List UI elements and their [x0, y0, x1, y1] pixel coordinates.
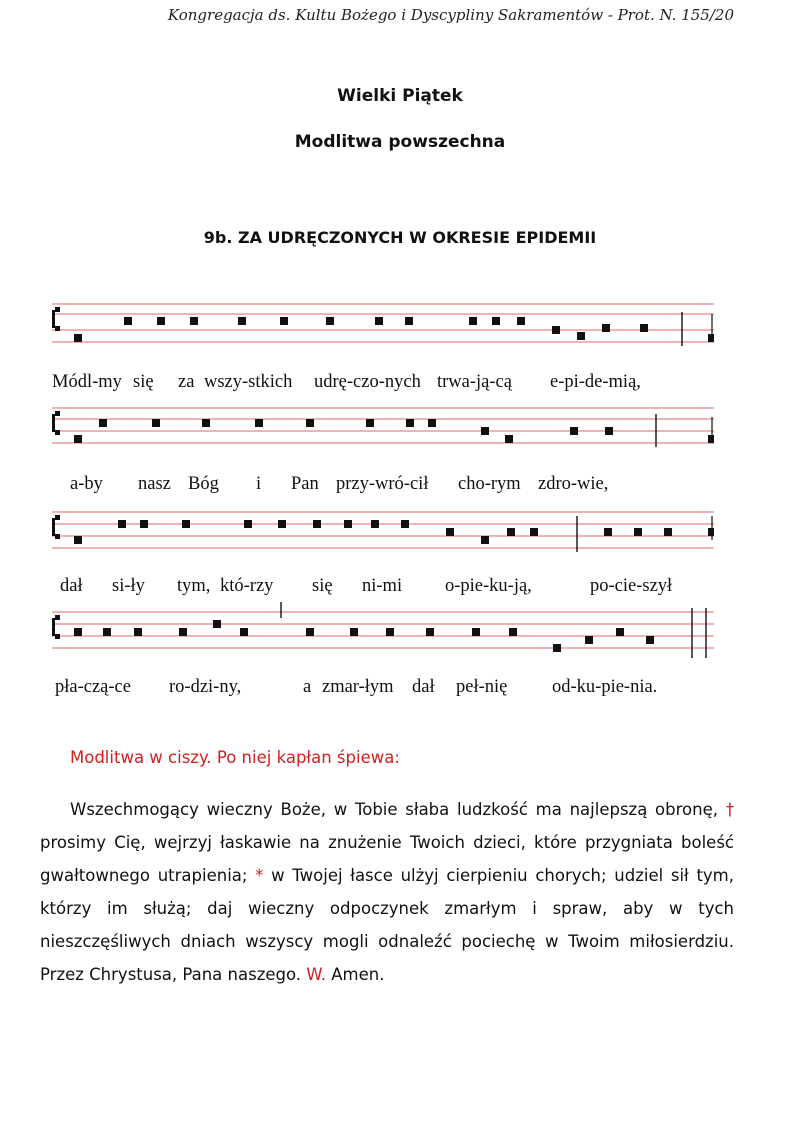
- syllable: i: [256, 474, 262, 494]
- syllable: tym,: [177, 576, 211, 596]
- section-heading: 9b. ZA UDRĘCZONYCH W OKRESIE EPIDEMII: [203, 228, 597, 247]
- chant-lyrics-1: [52, 372, 641, 392]
- syllable: udrę-czo-nych: [314, 372, 421, 392]
- syllable: ni-mi: [362, 576, 403, 596]
- do-clef-icon: [52, 615, 60, 639]
- chant-lyrics-3: [60, 576, 673, 596]
- syllable: Bóg: [188, 474, 219, 494]
- syllable: cho-rym: [458, 474, 521, 494]
- asterisk-mark: *: [255, 866, 264, 885]
- prayer-part-3: w Twojej łasce ulżyj cierpieniu chorych; udziel sił tym, którzy im służą; daj wieczny odpoczynek zmarłym i spraw, aby w tych nieszczęśliwych dniach wszyscy mogli odnaleźć pociechę w Twoim miłosierdziu. Przez Chrystusa, Pana naszego.: [40, 866, 734, 984]
- chant-staff-1: [52, 304, 714, 346]
- syllable: za: [178, 372, 195, 392]
- prayer-text: [40, 793, 734, 991]
- response-text: Amen.: [331, 965, 385, 984]
- syllable: si-ły: [112, 576, 145, 596]
- syllable: dał: [412, 677, 435, 697]
- do-clef-icon: [52, 515, 60, 539]
- page-title: Wielki Piątek: [337, 86, 463, 106]
- response-marker: W.: [306, 965, 326, 984]
- do-clef-icon: [52, 307, 60, 331]
- syllable: któ-rzy: [220, 576, 274, 596]
- syllable: od-ku-pie-nia.: [552, 677, 658, 697]
- syllable: zmar-łym: [322, 677, 394, 697]
- chant-staff-2: [52, 408, 714, 447]
- syllable: a-by: [70, 474, 103, 494]
- syllable: Módl-my: [52, 372, 122, 392]
- prayer-part-1: Wszechmogący wieczny Boże, w Tobie słaba ludzkość ma najlepszą obronę,: [70, 800, 718, 819]
- do-clef-icon: [52, 411, 60, 435]
- chant-staff-4: [52, 602, 714, 658]
- syllable: ro-dzi-ny,: [169, 677, 242, 697]
- syllable: trwa-ją-cą: [437, 372, 512, 392]
- syllable: o-pie-ku-ją,: [445, 576, 532, 596]
- syllable: dał: [60, 576, 83, 596]
- syllable: przy-wró-cił: [336, 474, 429, 494]
- syllable: e-pi-de-mią,: [550, 372, 641, 392]
- syllable: po-cie-szył: [590, 576, 673, 596]
- syllable: Pan: [291, 474, 319, 494]
- document-reference: Kongregacja ds. Kultu Bożego i Dyscypliny Sakramentów - Prot. N. 155/20: [167, 6, 734, 24]
- syllable: się: [312, 576, 333, 596]
- syllable: zdro-wie,: [538, 474, 609, 494]
- prayer-part-2: prosimy Cię, wejrzyj łaskawie na znużenie Twoich dzieci, które przygniata boleść gwałtownego utrapienia;: [40, 833, 734, 885]
- page-subtitle: Modlitwa powszechna: [294, 132, 506, 152]
- chant-score: [0, 290, 800, 710]
- syllable: peł-nię: [456, 677, 508, 697]
- syllable: a: [303, 677, 312, 697]
- syllable: pła-czą-ce: [55, 677, 131, 697]
- syllable: nasz: [138, 474, 171, 494]
- syllable: się: [133, 372, 154, 392]
- cross-mark: †: [725, 800, 734, 819]
- chant-lyrics-4: [55, 677, 657, 697]
- syllable: wszy-stkich: [204, 372, 293, 392]
- rubric-instruction: Modlitwa w ciszy. Po niej kapłan śpiewa:: [70, 748, 400, 767]
- chant-staff-3: [52, 512, 714, 552]
- chant-lyrics-2: [70, 474, 608, 494]
